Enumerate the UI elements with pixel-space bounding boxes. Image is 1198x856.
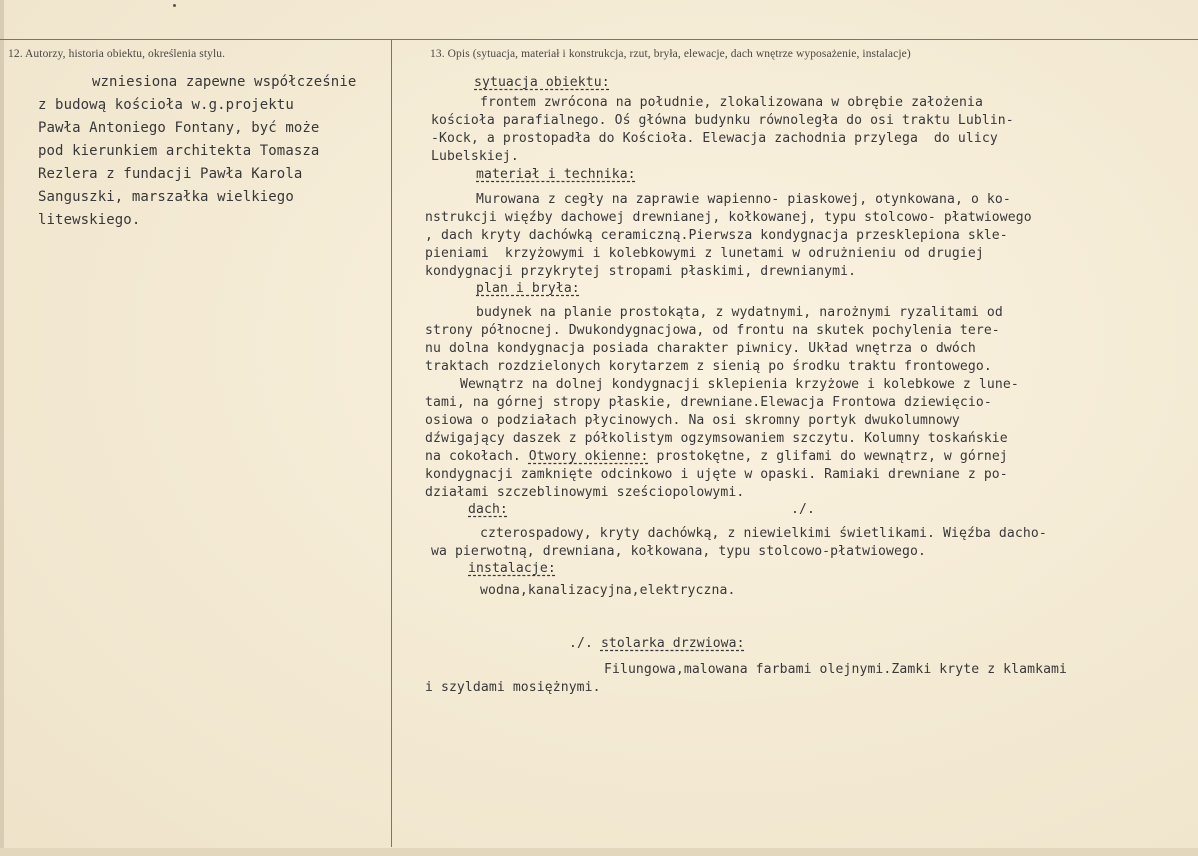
text-line: Lubelskiej. [431,149,519,164]
text-line: strony północnej. Dwukondygnacjowa, od frontu na skutek pochylenia tere- [425,323,1000,338]
field-12-label: 12. Autorzy, historia obiektu, określenia stylu. [8,48,226,60]
text-line: Murowana z cegły na zaprawie wapienno- piaskowej, otynkowana, o ko- [476,192,1011,207]
section-heading-stolarka: stolarka drzwiowa: [600,636,745,651]
text-line: -Kock, a prostopadła do Kościoła. Elewacja zachodnia przylega do ulicy [431,131,998,146]
section-heading-instalacje: instalacje: [468,561,556,576]
text-line: z budową kościoła w.g.projektu [38,97,294,113]
section-heading-material: materiał i technika: [476,167,636,182]
stolarka-marker: ./. stolarka drzwiowa: [569,636,745,651]
text-line: nstrukcji więźby dachowej drewnianej, kołkowanej, typu stolcowo- płatwiowego [425,210,1032,225]
text-line: Rezlera z fundacji Pawła Karola [38,166,303,182]
text-line: wodna,kanalizacyjna,elektryczna. [480,583,736,598]
text-line: osiowa o podziałach płycinowych. Na osi skromny portyk dwukolumnowy [425,413,960,428]
text-line: , dach kryty dachówką ceramiczną.Pierwsza kondygnacja przesklepiona sklе- [425,228,1008,243]
text-line: i szyldami mosiężnymi. [425,680,601,695]
text-line: wa pierwotną, drewniana, kołkowana, typu stolcowo-płatwiowego. [431,544,926,559]
text-line: czterospadowy, kryty dachówką, z niewielkimi świetlikami. Więźba dacho- [480,526,1047,541]
section-heading-plan: plan i bryła: [476,281,580,296]
text-line: Filungowa,malowana farbami olejnymi.Zamki kryte z klamkami [604,662,1068,677]
text-line: Wewnątrz na dolnej kondygnacji sklepienia krzyżowe i kolebkowe z lune- [460,377,1019,392]
text-line: dźwigający daszek z półkolistym ogzymsowaniem szczytu. Kolumny toskańskie [425,431,1008,446]
text-line: frontem zwrócona na południe, zlokalizowana w obrębie założenia [480,95,983,110]
page-edge [0,0,4,856]
text-line: na cokołach. Otwory okienne: prostokętne, z glifami do wewnątrz, w górnej [425,449,1008,464]
text-line: działami szczeblinowymi sześciopolowymi. [425,485,745,500]
column-divider [391,39,392,847]
text-line: Pawła Antoniego Fontany, być może [38,120,320,136]
text-line: Sanguszki, marszałka wielkiego [38,189,294,205]
text-line: traktach rozdzielonych korytarzem z sienią po środku traktu frontowego. [425,359,992,374]
text-line: kościoła parafialnego. Oś główna budynku równoległa do osi traktu Lublin- [431,113,1014,128]
text-line: wzniesiona zapewne współcześnie [92,74,357,90]
text-line: pieniami krzyżowymi i kolebkowymi z lunetami w odrużnieniu od drugiej [425,246,984,261]
text-line: pod kierunkiem architekta Tomasza [38,143,320,159]
subheading-otwory: Otwory okienne: [528,449,649,464]
section-heading-dach: dach: [468,502,508,517]
horizontal-rule [0,39,1198,40]
field-13-label: 13. Opis (sytuacja, materiał i konstrukcja, rzut, bryła, elewacje, dach wnętrze wyposażenie, instalacje) [430,48,911,60]
text-line: kondygnacji przykrytej stropami płaskimi, drewnianymi. [425,264,857,279]
page-edge-bottom [0,848,1198,856]
text-line: litewskiego. [38,212,141,228]
text-line: nu dolna kondygnacja posiada charakter piwnicy. Układ wnętrza o dwóch [425,341,976,356]
section-heading-sytuacja: sytuacja obiektu: [474,75,610,90]
text-line: budynek na planie prostokąta, z wydatnymi, narożnymi ryzalitami od [476,305,1003,320]
continuation-marker: ./. [791,502,815,517]
text-line: kondygnacji zamknięte odcinkowo i ujęte w opaski. Ramiaki drewniane z po- [425,467,1008,482]
ink-dot [173,4,176,7]
text-line: tami, na górnej stropy płaskie, drewniane.Elewacja Frontowa dziewięcio- [425,395,992,410]
